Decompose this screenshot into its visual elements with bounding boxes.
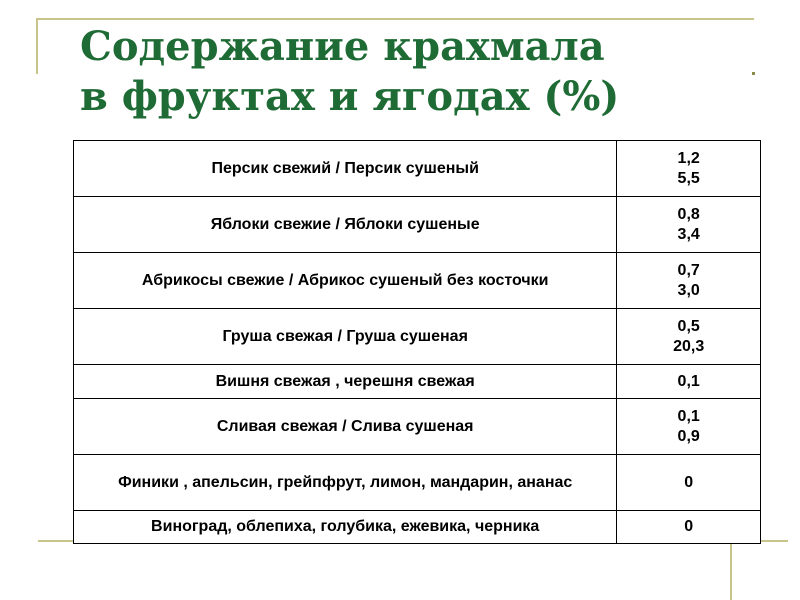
table-row (74, 399, 761, 455)
fruit-name-cell: Груша свежая / Груша сушеная (74, 309, 617, 365)
starch-table (73, 140, 761, 544)
fruit-name-cell: Абрикосы свежие / Абрикос сушеный без косточки (74, 253, 617, 309)
table-row (74, 253, 761, 309)
decorative-dot (752, 72, 755, 75)
value-fresh: 0 (684, 518, 694, 535)
table-row (74, 455, 761, 511)
fruit-name-cell: Яблоки свежие / Яблоки сушеные (74, 197, 617, 253)
starch-value-cell (617, 365, 761, 399)
value-fresh: 0,8 (677, 205, 700, 223)
value-fresh: 0,5 (677, 317, 700, 335)
page-title (80, 22, 619, 122)
table-row (74, 141, 761, 197)
fruit-name-cell: Вишня свежая , черешня свежая (74, 365, 617, 399)
fruit-name-cell: Финики , апельсин, грейпфрут, лимон, мандарин, ананас (74, 455, 617, 511)
value-dried: 5,5 (677, 169, 700, 187)
value-fresh: 0,7 (677, 261, 700, 279)
value-dried: 3,0 (677, 281, 700, 299)
fruit-name-cell: Персик свежий / Персик сушеный (74, 141, 617, 197)
title-line-1: Содержание крахмала (80, 23, 605, 70)
value-fresh: 0 (684, 473, 694, 491)
table-row (74, 511, 761, 544)
title-line-2: в фруктах и ягодах (%) (80, 73, 620, 120)
starch-value-cell (617, 253, 761, 309)
fruit-name-cell: Виноград, облепиха, голубика, ежевика, черника (74, 511, 617, 544)
table-row (74, 365, 761, 399)
starch-value-cell (617, 399, 761, 455)
starch-value-cell (617, 455, 761, 511)
decorative-line-left (36, 18, 38, 74)
value-dried: 3,4 (677, 225, 700, 243)
value-fresh: 0,1 (677, 407, 700, 425)
starch-value-cell (617, 309, 761, 365)
starch-value-cell (617, 141, 761, 197)
value-dried: 20,3 (673, 337, 705, 355)
table-row (74, 309, 761, 365)
starch-value-cell (617, 197, 761, 253)
decorative-line-top (36, 18, 754, 20)
value-fresh: 1,2 (677, 149, 700, 167)
fruit-name-cell: Сливая свежая / Слива сушеная (74, 399, 617, 455)
starch-value-cell (617, 511, 761, 544)
value-dried: 0,9 (677, 427, 700, 445)
value-fresh: 0,1 (677, 372, 700, 390)
table-row (74, 197, 761, 253)
